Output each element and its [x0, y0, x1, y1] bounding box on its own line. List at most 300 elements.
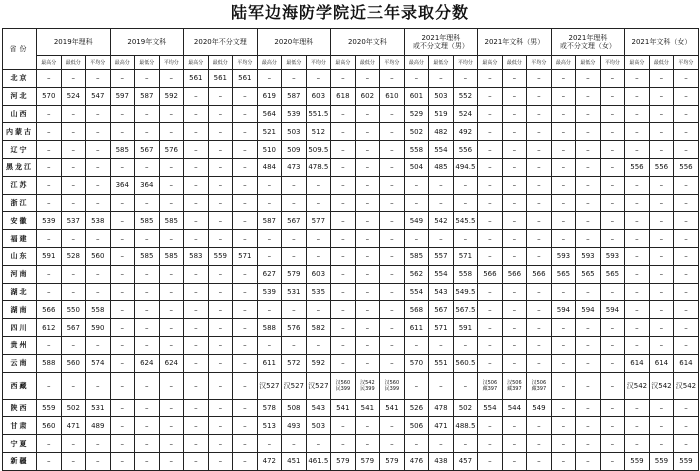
- province-cell: 西藏: [3, 372, 37, 399]
- score-cell: –: [61, 452, 86, 470]
- score-cell: –: [331, 435, 356, 453]
- score-cell: 572: [282, 354, 307, 372]
- score-cell: –: [674, 123, 699, 141]
- score-cell: 550: [61, 301, 86, 319]
- table-row: [3, 158, 699, 176]
- score-cell: 565: [600, 265, 625, 283]
- score-cell: –: [282, 194, 307, 212]
- score-cell: 549: [527, 399, 552, 417]
- score-cell: 549.5: [453, 283, 478, 301]
- score-cell: –: [649, 301, 674, 319]
- score-cell: –: [502, 70, 527, 88]
- score-cell: 471: [429, 417, 454, 435]
- score-cell: –: [37, 176, 62, 194]
- score-cell: 585: [159, 247, 184, 265]
- score-cell: –: [674, 265, 699, 283]
- score-cell: –: [86, 176, 111, 194]
- score-cell: –: [110, 70, 135, 88]
- score-cell: –: [135, 301, 160, 319]
- score-cell: –: [110, 372, 135, 399]
- sub-header: 平均分: [527, 56, 552, 70]
- score-cell: 560.5: [453, 354, 478, 372]
- score-cell: 566: [527, 265, 552, 283]
- score-cell: –: [86, 265, 111, 283]
- sub-header: 平均分: [674, 56, 699, 70]
- score-cell: –: [208, 176, 233, 194]
- score-cell: –: [208, 265, 233, 283]
- score-cell: –: [37, 452, 62, 470]
- score-cell: 567: [282, 212, 307, 230]
- score-cell: –: [478, 247, 503, 265]
- score-cell: –: [110, 354, 135, 372]
- score-cell: 576: [282, 319, 307, 337]
- score-cell: 593: [600, 247, 625, 265]
- score-cell: –: [135, 417, 160, 435]
- score-cell: –: [478, 158, 503, 176]
- score-cell: –: [453, 336, 478, 354]
- score-cell: 557: [429, 247, 454, 265]
- score-cell: –: [576, 417, 601, 435]
- score-cell: –: [478, 105, 503, 123]
- score-cell: 364: [110, 176, 135, 194]
- score-cell: –: [37, 141, 62, 159]
- table-row: [3, 435, 699, 453]
- score-cell: –: [404, 435, 429, 453]
- score-cell: –: [527, 301, 552, 319]
- score-cell: –: [257, 70, 282, 88]
- score-cell: –: [184, 372, 209, 399]
- score-cell: –: [600, 87, 625, 105]
- score-cell: –: [208, 283, 233, 301]
- province-cell: 湖北: [3, 283, 37, 301]
- score-cell: –: [257, 336, 282, 354]
- province-cell: 辽宁: [3, 141, 37, 159]
- score-cell: 567: [135, 141, 160, 159]
- score-cell: –: [478, 70, 503, 88]
- score-cell: –: [331, 194, 356, 212]
- score-cell: 502: [61, 399, 86, 417]
- score-cell: –: [159, 399, 184, 417]
- score-cell: –: [551, 435, 576, 453]
- province-cell: 浙江: [3, 194, 37, 212]
- sub-header: 最高分: [478, 56, 503, 70]
- table-row: [3, 319, 699, 337]
- score-cell: –: [478, 141, 503, 159]
- score-cell: –: [625, 417, 650, 435]
- province-cell: 河南: [3, 265, 37, 283]
- score-cell: 564: [257, 105, 282, 123]
- score-cell: 503: [429, 87, 454, 105]
- score-cell: –: [649, 87, 674, 105]
- score-cell: –: [159, 265, 184, 283]
- table-row: [3, 452, 699, 470]
- score-cell: –: [625, 265, 650, 283]
- score-cell: –: [110, 123, 135, 141]
- score-cell: –: [355, 105, 380, 123]
- score-cell: –: [551, 452, 576, 470]
- score-cell: –: [184, 212, 209, 230]
- score-cell: –: [184, 141, 209, 159]
- score-cell: –: [61, 336, 86, 354]
- score-cell: –: [625, 230, 650, 248]
- score-cell: 汉542: [649, 372, 674, 399]
- table-row: [3, 105, 699, 123]
- score-cell: –: [184, 336, 209, 354]
- table-row: [3, 399, 699, 417]
- score-cell: –: [331, 123, 356, 141]
- score-cell: –: [527, 212, 552, 230]
- score-cell: –: [649, 212, 674, 230]
- score-cell: –: [674, 212, 699, 230]
- group-header: 2021年文科（男）: [478, 29, 552, 56]
- score-cell: 529: [404, 105, 429, 123]
- score-cell: 571: [429, 319, 454, 337]
- score-cell: –: [600, 158, 625, 176]
- score-cell: –: [135, 230, 160, 248]
- score-cell: –: [478, 176, 503, 194]
- score-cell: –: [649, 247, 674, 265]
- score-cell: –: [110, 105, 135, 123]
- score-cell: 587: [135, 87, 160, 105]
- score-cell: –: [527, 87, 552, 105]
- score-cell: 513: [257, 417, 282, 435]
- score-cell: 567.5: [453, 301, 478, 319]
- table-row: [3, 141, 699, 159]
- score-cell: –: [649, 230, 674, 248]
- score-cell: –: [86, 336, 111, 354]
- score-cell: –: [159, 301, 184, 319]
- score-cell: 614: [649, 354, 674, 372]
- score-cell: 570: [404, 354, 429, 372]
- group-header: 2021年理科 或不分文理（女）: [551, 29, 625, 56]
- score-cell: –: [380, 319, 405, 337]
- score-cell: –: [86, 158, 111, 176]
- province-cell: 湖南: [3, 301, 37, 319]
- score-cell: 567: [429, 301, 454, 319]
- score-cell: –: [625, 336, 650, 354]
- table-row: [3, 417, 699, 435]
- score-cell: 547: [86, 87, 111, 105]
- score-cell: 565: [576, 265, 601, 283]
- score-cell: –: [649, 105, 674, 123]
- group-header: 2020年文科: [331, 29, 405, 56]
- score-cell: –: [257, 247, 282, 265]
- score-cell: –: [110, 452, 135, 470]
- score-cell: –: [380, 247, 405, 265]
- score-cell: –: [380, 265, 405, 283]
- score-cell: –: [478, 87, 503, 105]
- province-cell: 江苏: [3, 176, 37, 194]
- score-cell: –: [551, 319, 576, 337]
- score-cell: –: [159, 105, 184, 123]
- sub-header: 最低分: [429, 56, 454, 70]
- score-cell: –: [159, 194, 184, 212]
- score-cell: 591: [37, 247, 62, 265]
- province-cell: 内蒙古: [3, 123, 37, 141]
- score-cell: 558: [404, 141, 429, 159]
- score-cell: 603: [306, 87, 331, 105]
- score-cell: –: [355, 319, 380, 337]
- score-cell: –: [257, 435, 282, 453]
- score-cell: –: [600, 141, 625, 159]
- score-cell: 503: [306, 417, 331, 435]
- score-cell: 574: [86, 354, 111, 372]
- score-cell: –: [233, 283, 258, 301]
- score-cell: 489: [86, 417, 111, 435]
- score-cell: –: [110, 283, 135, 301]
- score-cell: –: [502, 301, 527, 319]
- score-cell: –: [625, 399, 650, 417]
- score-cell: 614: [625, 354, 650, 372]
- score-cell: –: [233, 336, 258, 354]
- table-row: [3, 212, 699, 230]
- score-cell: –: [527, 141, 552, 159]
- score-cell: 汉527: [282, 372, 307, 399]
- score-cell: –: [576, 105, 601, 123]
- score-cell: 549: [404, 212, 429, 230]
- score-cell: –: [331, 417, 356, 435]
- score-cell: 531: [282, 283, 307, 301]
- score-cell: –: [331, 212, 356, 230]
- score-cell: –: [576, 212, 601, 230]
- score-cell: –: [551, 417, 576, 435]
- score-cell: –: [208, 336, 233, 354]
- score-cell: –: [551, 399, 576, 417]
- province-cell: 云南: [3, 354, 37, 372]
- score-cell: –: [527, 158, 552, 176]
- score-cell: 485: [429, 158, 454, 176]
- score-cell: –: [110, 212, 135, 230]
- score-cell: 484: [257, 158, 282, 176]
- score-cell: –: [306, 247, 331, 265]
- score-cell: 560: [86, 247, 111, 265]
- score-cell: –: [674, 435, 699, 453]
- score-cell: –: [429, 372, 454, 399]
- score-cell: –: [61, 265, 86, 283]
- score-cell: 471: [61, 417, 86, 435]
- score-cell: 566: [37, 301, 62, 319]
- sub-header: 平均分: [453, 56, 478, 70]
- score-cell: 541: [355, 399, 380, 417]
- score-cell: –: [159, 123, 184, 141]
- score-cell: –: [429, 230, 454, 248]
- score-cell: –: [208, 435, 233, 453]
- score-cell: –: [600, 435, 625, 453]
- score-cell: 478: [429, 399, 454, 417]
- score-cell: –: [453, 372, 478, 399]
- score-cell: –: [527, 176, 552, 194]
- sub-header: 最低分: [576, 56, 601, 70]
- score-cell: –: [576, 194, 601, 212]
- score-cell: –: [37, 70, 62, 88]
- score-cell: 559: [649, 452, 674, 470]
- score-cell: 614: [674, 354, 699, 372]
- score-cell: –: [674, 399, 699, 417]
- score-cell: 545.5: [453, 212, 478, 230]
- score-cell: –: [478, 319, 503, 337]
- score-cell: –: [61, 435, 86, 453]
- score-cell: –: [37, 372, 62, 399]
- score-cell: 538: [86, 212, 111, 230]
- province-cell: 北京: [3, 70, 37, 88]
- score-cell: 汉506 藏397: [502, 372, 527, 399]
- score-cell: –: [208, 87, 233, 105]
- table-row: [3, 123, 699, 141]
- score-cell: 579: [282, 265, 307, 283]
- sub-header: 最高分: [331, 56, 356, 70]
- province-cell: 河北: [3, 87, 37, 105]
- sub-header: 最高分: [37, 56, 62, 70]
- score-cell: –: [576, 283, 601, 301]
- score-cell: 592: [306, 354, 331, 372]
- score-cell: 560: [61, 354, 86, 372]
- score-cell: –: [502, 452, 527, 470]
- score-cell: 509: [282, 141, 307, 159]
- score-cell: –: [576, 176, 601, 194]
- score-cell: 592: [159, 87, 184, 105]
- score-cell: 438: [429, 452, 454, 470]
- score-cell: 503: [282, 123, 307, 141]
- score-cell: –: [233, 230, 258, 248]
- score-cell: –: [331, 283, 356, 301]
- score-cell: –: [674, 176, 699, 194]
- score-cell: –: [208, 372, 233, 399]
- score-cell: 579: [380, 452, 405, 470]
- score-cell: 494.5: [453, 158, 478, 176]
- score-cell: –: [527, 247, 552, 265]
- score-cell: –: [551, 336, 576, 354]
- score-cell: –: [184, 301, 209, 319]
- score-cell: –: [527, 435, 552, 453]
- score-cell: –: [478, 194, 503, 212]
- score-cell: –: [110, 301, 135, 319]
- score-cell: –: [551, 141, 576, 159]
- score-cell: –: [184, 435, 209, 453]
- score-cell: –: [37, 230, 62, 248]
- score-cell: –: [86, 123, 111, 141]
- score-cell: –: [576, 141, 601, 159]
- score-cell: 587: [282, 87, 307, 105]
- score-cell: 508: [282, 399, 307, 417]
- score-cell: –: [674, 301, 699, 319]
- score-cell: 556: [453, 141, 478, 159]
- score-cell: –: [674, 283, 699, 301]
- score-cell: –: [600, 336, 625, 354]
- score-cell: –: [551, 87, 576, 105]
- score-cell: –: [355, 336, 380, 354]
- score-cell: 汉542 民399: [355, 372, 380, 399]
- score-cell: 561: [184, 70, 209, 88]
- sub-header: 最低分: [282, 56, 307, 70]
- score-cell: –: [429, 194, 454, 212]
- score-cell: 603: [306, 265, 331, 283]
- score-cell: –: [208, 194, 233, 212]
- sub-header: 平均分: [600, 56, 625, 70]
- score-cell: –: [86, 194, 111, 212]
- score-cell: –: [110, 399, 135, 417]
- score-cell: 594: [551, 301, 576, 319]
- score-cell: –: [600, 212, 625, 230]
- score-cell: –: [159, 70, 184, 88]
- score-cell: –: [674, 230, 699, 248]
- score-cell: –: [380, 354, 405, 372]
- score-cell: –: [61, 372, 86, 399]
- score-cell: –: [380, 336, 405, 354]
- score-cell: –: [404, 194, 429, 212]
- score-cell: –: [37, 265, 62, 283]
- score-cell: 502: [404, 123, 429, 141]
- score-cell: –: [110, 336, 135, 354]
- score-cell: 624: [159, 354, 184, 372]
- score-cell: –: [306, 176, 331, 194]
- score-cell: –: [306, 301, 331, 319]
- score-cell: –: [576, 70, 601, 88]
- score-cell: –: [478, 452, 503, 470]
- score-cell: 554: [429, 265, 454, 283]
- score-cell: –: [380, 158, 405, 176]
- score-cell: –: [429, 176, 454, 194]
- score-cell: –: [649, 265, 674, 283]
- score-cell: 509.5: [306, 141, 331, 159]
- score-cell: –: [257, 176, 282, 194]
- score-cell: 473: [282, 158, 307, 176]
- score-cell: –: [551, 354, 576, 372]
- score-cell: 571: [233, 247, 258, 265]
- score-cell: –: [306, 435, 331, 453]
- score-cell: –: [233, 265, 258, 283]
- score-cell: 560: [37, 417, 62, 435]
- score-cell: 544: [502, 399, 527, 417]
- score-cell: –: [184, 194, 209, 212]
- score-cell: –: [233, 417, 258, 435]
- score-cell: –: [502, 435, 527, 453]
- group-header: 2021年文科（女）: [625, 29, 699, 56]
- score-cell: 585: [404, 247, 429, 265]
- score-cell: 504: [404, 158, 429, 176]
- score-cell: –: [380, 283, 405, 301]
- score-cell: –: [600, 70, 625, 88]
- score-cell: 492: [453, 123, 478, 141]
- score-cell: –: [429, 70, 454, 88]
- score-cell: –: [600, 283, 625, 301]
- score-cell: –: [527, 354, 552, 372]
- score-cell: –: [355, 354, 380, 372]
- sub-header: 最低分: [135, 56, 160, 70]
- score-cell: –: [576, 452, 601, 470]
- score-cell: –: [135, 158, 160, 176]
- score-cell: –: [331, 319, 356, 337]
- score-cell: 461.5: [306, 452, 331, 470]
- score-cell: –: [600, 105, 625, 123]
- score-cell: –: [674, 141, 699, 159]
- score-cell: 559: [674, 452, 699, 470]
- score-cell: 593: [551, 247, 576, 265]
- sub-header: 平均分: [306, 56, 331, 70]
- score-cell: –: [110, 158, 135, 176]
- score-cell: 576: [159, 141, 184, 159]
- score-cell: –: [331, 230, 356, 248]
- score-cell: –: [380, 194, 405, 212]
- score-cell: –: [233, 87, 258, 105]
- sub-header: 最高分: [257, 56, 282, 70]
- table-row: [3, 176, 699, 194]
- score-cell: –: [478, 230, 503, 248]
- score-cell: –: [649, 194, 674, 212]
- score-cell: 512: [306, 123, 331, 141]
- score-cell: –: [233, 301, 258, 319]
- score-cell: –: [502, 354, 527, 372]
- score-cell: 551.5: [306, 105, 331, 123]
